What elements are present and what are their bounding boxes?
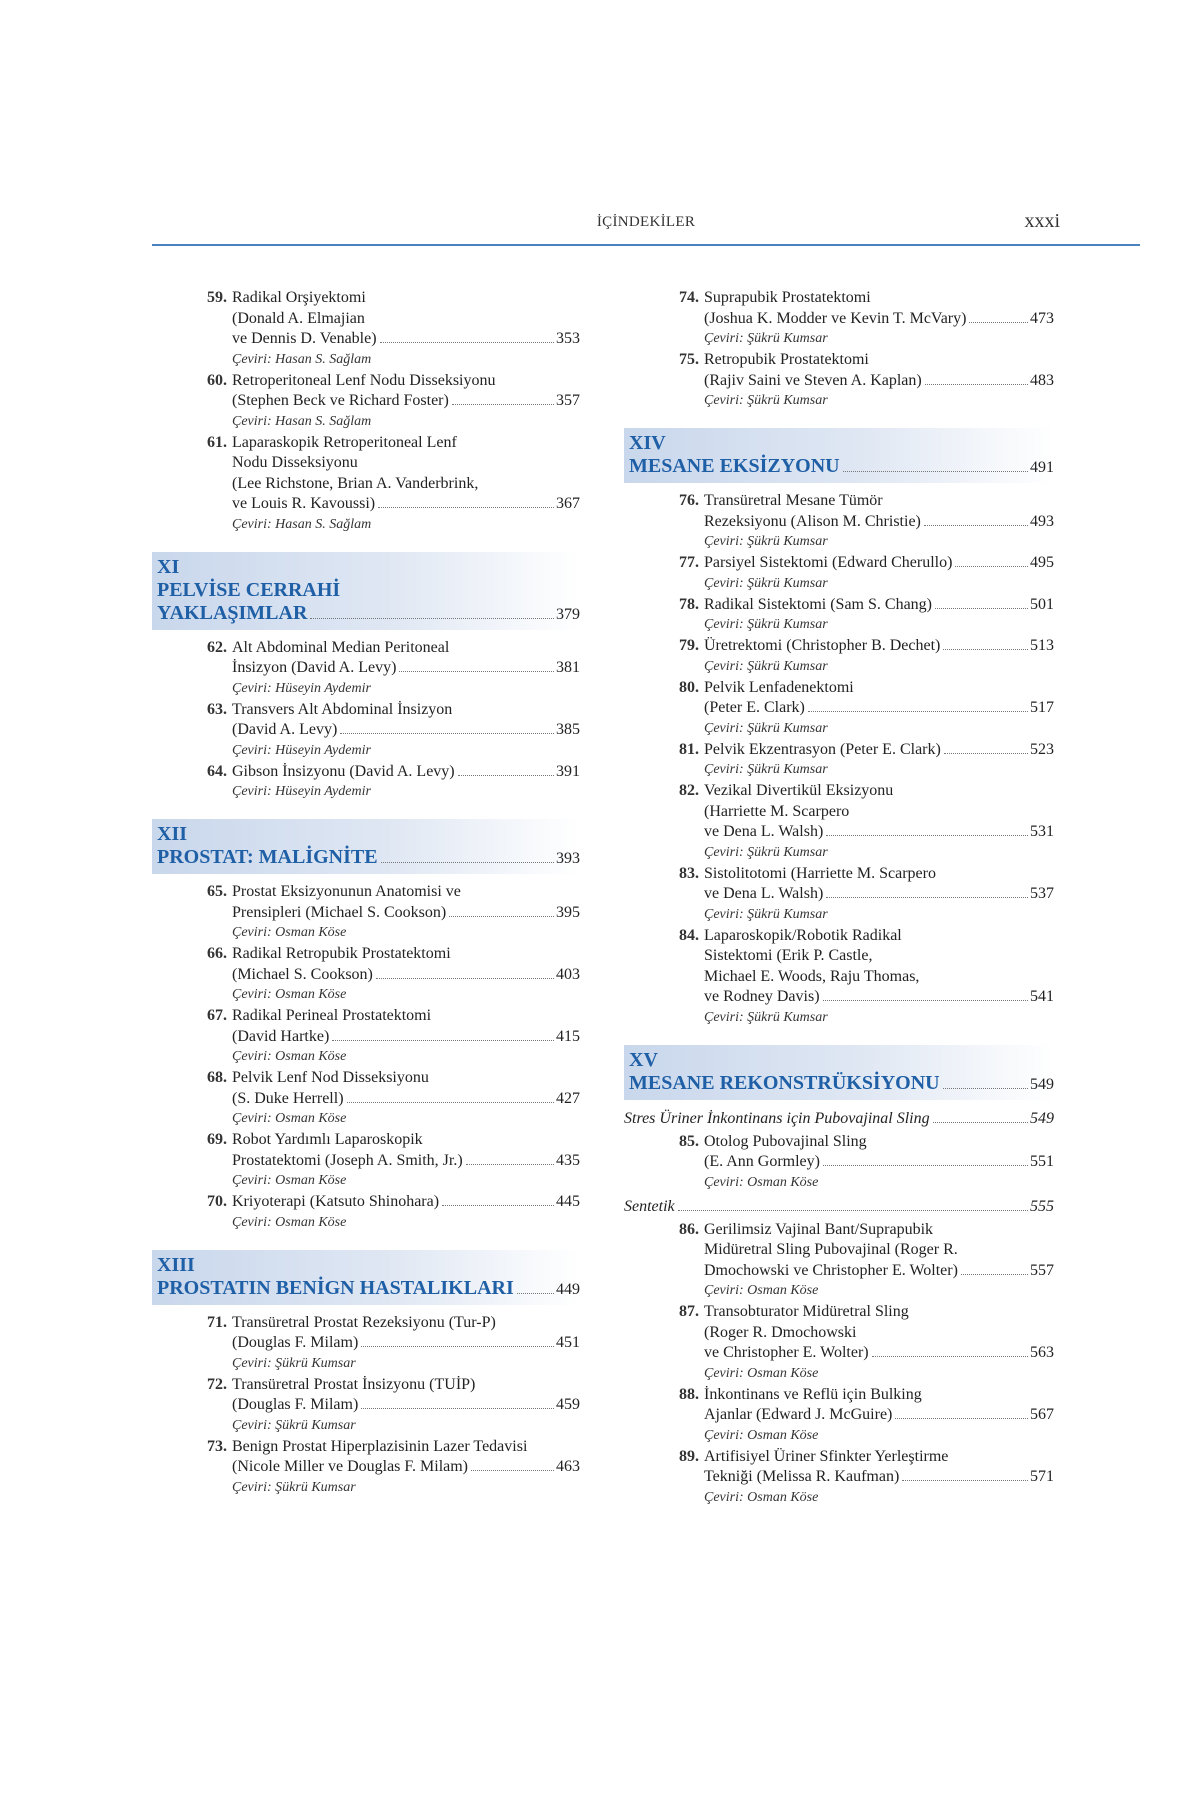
dot-leader bbox=[452, 404, 554, 405]
section-heading bbox=[152, 1250, 580, 1305]
page-ref: 473 bbox=[1030, 309, 1054, 327]
dot-leader bbox=[471, 1470, 554, 1471]
entry-title-text: Gibson İnsizyonu (David A. Levy) bbox=[232, 762, 455, 780]
toc-entry bbox=[152, 371, 580, 431]
chapter-number: 80. bbox=[679, 678, 699, 696]
entry-title-text: Kriyoterapi (Katsuto Shinohara) bbox=[232, 1193, 440, 1210]
entry-title-line: Radikal Retropubik Prostatektomi bbox=[232, 945, 451, 962]
translator-credit: Çeviri: Şükrü Kumsar bbox=[232, 1479, 356, 1495]
chapter-number: 89. bbox=[679, 1447, 699, 1465]
entry-title-last-line bbox=[704, 822, 1054, 843]
translator-credit: Çeviri: Osman Köse bbox=[704, 1174, 819, 1190]
chapter-number: 63. bbox=[207, 700, 227, 718]
entry-title-line: Suprapubik Prostatektomi bbox=[704, 289, 871, 306]
running-title: İÇİNDEKİLER bbox=[596, 214, 696, 230]
page-ref: 393 bbox=[556, 850, 580, 867]
section-heading bbox=[624, 428, 1054, 483]
section-roman-numeral: XI bbox=[157, 555, 180, 578]
entry-title-line: Nodu Disseksiyonu bbox=[232, 454, 358, 471]
toc-entry bbox=[624, 1447, 1054, 1507]
entry-title-text: ve Rodney Davis) bbox=[704, 988, 820, 1005]
translator-credit: Çeviri: Şükrü Kumsar bbox=[704, 658, 828, 674]
entry-title-text: (Douglas F. Milam) bbox=[232, 1334, 359, 1351]
page-ref: 495 bbox=[1030, 554, 1054, 571]
page-ref: 435 bbox=[556, 1151, 580, 1169]
entry-title-line: Artifisiyel Üriner Sfinkter Yerleştirme bbox=[704, 1447, 949, 1465]
dot-leader bbox=[823, 1165, 1028, 1166]
entry-title-last-line bbox=[704, 553, 1054, 574]
dot-leader bbox=[823, 1000, 1028, 1001]
entry-title-line: (Roger R. Dmochowski bbox=[704, 1323, 857, 1341]
translator-credit: Çeviri: Şükrü Kumsar bbox=[704, 844, 828, 860]
page-ref: 557 bbox=[1030, 1261, 1054, 1279]
toc-entry bbox=[624, 781, 1054, 862]
entry-title-text: Rezeksiyonu (Alison M. Christie) bbox=[704, 512, 921, 530]
dot-leader bbox=[678, 1210, 1028, 1211]
chapter-number: 77. bbox=[679, 554, 699, 571]
chapter-number: 73. bbox=[207, 1437, 227, 1455]
section-title-last-line bbox=[157, 602, 580, 626]
dot-leader bbox=[933, 1122, 1028, 1123]
entry-title-line: Midüretral Sling Pubovajinal (Roger R. bbox=[704, 1241, 958, 1258]
translator-credit: Çeviri: Osman Köse bbox=[232, 987, 347, 1002]
translator-credit: Çeviri: Şükrü Kumsar bbox=[232, 1417, 356, 1433]
page-ref: 513 bbox=[1030, 637, 1054, 654]
section-roman-numeral: XIV bbox=[629, 432, 666, 454]
entry-title-last-line bbox=[704, 1152, 1054, 1173]
entry-title-text: ve Louis R. Kavoussi) bbox=[232, 495, 376, 512]
entry-title-last-line bbox=[232, 391, 580, 412]
toc-entry bbox=[152, 700, 580, 760]
entry-title-line: Vezikal Divertikül Eksizyonu bbox=[704, 782, 894, 799]
toc-entry bbox=[152, 762, 580, 802]
page-ref: 531 bbox=[1030, 823, 1054, 840]
dot-leader bbox=[924, 525, 1028, 526]
entry-title-text: (David A. Levy) bbox=[232, 721, 338, 738]
toc-entry bbox=[624, 1220, 1054, 1301]
entry-title-last-line bbox=[232, 762, 580, 783]
entry-title-text: ve Dennis D. Venable) bbox=[232, 330, 377, 347]
dot-leader bbox=[872, 1356, 1028, 1357]
dot-leader bbox=[826, 897, 1028, 898]
dot-leader bbox=[943, 1088, 1028, 1089]
page-ref: 353 bbox=[556, 330, 580, 347]
entry-title-text: (S. Duke Herrell) bbox=[232, 1089, 344, 1107]
entry-title-last-line bbox=[232, 329, 580, 350]
dot-leader bbox=[381, 862, 554, 863]
page-ref: 379 bbox=[556, 605, 580, 623]
translator-credit: Çeviri: Şükrü Kumsar bbox=[704, 1009, 828, 1025]
page-ref: 381 bbox=[556, 659, 580, 676]
dot-leader bbox=[925, 384, 1028, 385]
section-title-last-line bbox=[629, 455, 1054, 479]
page-ref: 427 bbox=[556, 1089, 580, 1107]
entry-title-text: (Peter E. Clark) bbox=[704, 699, 805, 716]
entry-title-text: (Stephen Beck ve Richard Foster) bbox=[232, 392, 449, 409]
entry-title-text: (Joshua K. Modder ve Kevin T. McVary) bbox=[704, 309, 967, 327]
entry-title-line: Transvers Alt Abdominal İnsizyon bbox=[232, 700, 453, 718]
entry-title-line: İnkontinans ve Reflü için Bulking bbox=[704, 1385, 922, 1403]
section-roman-numeral: XII bbox=[157, 823, 188, 845]
entry-title-line: Laparoskopik/Robotik Radikal bbox=[704, 926, 902, 944]
entry-title-text: Radikal Sistektomi (Sam S. Chang) bbox=[704, 595, 932, 613]
toc-entry bbox=[624, 491, 1054, 551]
entry-title-last-line bbox=[232, 903, 580, 924]
entry-title-line: Retroperitoneal Lenf Nodu Disseksiyonu bbox=[232, 371, 496, 389]
entry-title-line: Michael E. Woods, Raju Thomas, bbox=[704, 967, 920, 985]
entry-title-text: Tekniği (Melissa R. Kaufman) bbox=[704, 1468, 900, 1485]
chapter-number: 78. bbox=[679, 595, 699, 613]
translator-credit: Çeviri: Osman Köse bbox=[704, 1283, 819, 1298]
entry-title-line: Transüretral Prostat Rezeksiyonu (Tur-P) bbox=[232, 1313, 496, 1331]
dot-leader bbox=[361, 1346, 554, 1347]
page-ref: 537 bbox=[1030, 885, 1054, 902]
entry-title-last-line bbox=[232, 1333, 580, 1354]
page-ref: 571 bbox=[1030, 1468, 1054, 1485]
dot-leader bbox=[378, 507, 554, 508]
toc-entry bbox=[624, 553, 1054, 593]
page-ref: 415 bbox=[556, 1027, 580, 1045]
page-ref: 501 bbox=[1030, 595, 1054, 613]
toc-entry bbox=[152, 1068, 580, 1128]
chapter-number: 87. bbox=[679, 1303, 699, 1320]
translator-credit: Çeviri: Osman Köse bbox=[704, 1489, 819, 1505]
section-title-line: PELVİSE CERRAHİ bbox=[157, 578, 341, 601]
translator-credit: Çeviri: Şükrü Kumsar bbox=[704, 534, 828, 549]
translator-credit: Çeviri: Hüseyin Aydemir bbox=[232, 742, 371, 758]
page-ref: 551 bbox=[1030, 1153, 1054, 1170]
page-ref: 541 bbox=[1030, 988, 1054, 1005]
section-heading bbox=[624, 1045, 1054, 1100]
chapter-number: 74. bbox=[679, 289, 699, 306]
dot-leader bbox=[902, 1480, 1028, 1481]
dot-leader bbox=[340, 733, 554, 734]
page-ref: 483 bbox=[1030, 371, 1054, 389]
translator-credit: Çeviri: Hüseyin Aydemir bbox=[232, 784, 371, 799]
section-title-last-line bbox=[629, 1072, 1054, 1096]
toc-left-column bbox=[152, 288, 580, 1499]
entry-title-last-line bbox=[704, 1261, 1054, 1282]
entry-title-text: Pelvik Ekzentrasyon (Peter E. Clark) bbox=[704, 740, 941, 758]
page-ref: 493 bbox=[1030, 512, 1054, 530]
translator-credit: Çeviri: Osman Köse bbox=[232, 1214, 347, 1230]
subsection-heading bbox=[624, 1108, 1054, 1130]
entry-title-text: (Douglas F. Milam) bbox=[232, 1396, 359, 1413]
chapter-number: 64. bbox=[207, 762, 227, 780]
page-ref: 445 bbox=[556, 1193, 580, 1210]
entry-title-text: (E. Ann Gormley) bbox=[704, 1153, 820, 1170]
chapter-number: 86. bbox=[679, 1220, 699, 1238]
entry-title-line: Gerilimsiz Vajinal Bant/Suprapubik bbox=[704, 1220, 934, 1238]
entry-title-line: (Harriette M. Scarpero bbox=[704, 802, 850, 820]
dot-leader bbox=[347, 1102, 554, 1103]
entry-title-text: (Michael S. Cookson) bbox=[232, 965, 373, 983]
dot-leader bbox=[961, 1274, 1028, 1275]
dot-leader bbox=[310, 618, 554, 619]
translator-credit: Çeviri: Osman Köse bbox=[232, 925, 347, 940]
chapter-number: 79. bbox=[679, 637, 699, 654]
entry-title-text: (Nicole Miller ve Douglas F. Milam) bbox=[232, 1458, 469, 1475]
page-header bbox=[152, 202, 1140, 246]
page-ref: 555 bbox=[1030, 1197, 1054, 1215]
dot-leader bbox=[442, 1205, 554, 1206]
entry-title-line: Pelvik Lenfadenektomi bbox=[704, 678, 854, 696]
section-heading bbox=[152, 552, 580, 630]
entry-title-last-line bbox=[232, 1457, 580, 1478]
dot-leader bbox=[955, 566, 1028, 567]
translator-credit: Çeviri: Hasan S. Sağlam bbox=[232, 516, 372, 532]
entry-title-text: Parsiyel Sistektomi (Edward Cherullo) bbox=[704, 554, 953, 571]
entry-title-last-line bbox=[704, 636, 1054, 657]
chapter-number: 68. bbox=[207, 1069, 227, 1086]
toc-entry bbox=[624, 288, 1054, 348]
entry-title-line: Laparaskopik Retroperitoneal Lenf bbox=[232, 433, 457, 451]
page-ref: 549 bbox=[1030, 1075, 1054, 1093]
toc-entry bbox=[624, 926, 1054, 1027]
entry-title-line: Benign Prostat Hiperplazisinin Lazer Tedavisi bbox=[232, 1437, 528, 1455]
entry-title-text: (David Hartke) bbox=[232, 1027, 330, 1045]
page-ref: 463 bbox=[556, 1458, 580, 1475]
page-ref: 523 bbox=[1030, 740, 1054, 758]
entry-title-text: Sentetik bbox=[624, 1197, 675, 1215]
entry-title-text: ve Dena L. Walsh) bbox=[704, 885, 824, 902]
entry-title-last-line bbox=[704, 1467, 1054, 1488]
section-roman-numeral: XIII bbox=[157, 1253, 195, 1276]
toc-entry bbox=[152, 433, 580, 534]
translator-credit: Çeviri: Şükrü Kumsar bbox=[704, 575, 828, 591]
page-ref: 517 bbox=[1030, 699, 1054, 716]
page-ref: 549 bbox=[1030, 1109, 1054, 1127]
translator-credit: Çeviri: Şükrü Kumsar bbox=[704, 906, 828, 922]
chapter-number: 66. bbox=[207, 945, 227, 962]
entry-title-last-line bbox=[232, 494, 580, 515]
entry-title-last-line bbox=[232, 658, 580, 679]
chapter-number: 85. bbox=[679, 1132, 699, 1150]
entry-title-last-line bbox=[704, 1405, 1054, 1426]
dot-leader bbox=[376, 978, 554, 979]
entry-title-last-line bbox=[704, 884, 1054, 905]
entry-title-line: (Donald A. Elmajian bbox=[232, 309, 365, 327]
translator-credit: Çeviri: Şükrü Kumsar bbox=[704, 617, 828, 632]
page-ref: 395 bbox=[556, 903, 580, 921]
translator-credit: Çeviri: Şükrü Kumsar bbox=[232, 1355, 356, 1371]
dot-leader bbox=[826, 835, 1028, 836]
section-heading bbox=[152, 819, 580, 874]
entry-title-text: PROSTAT: MALİGNİTE bbox=[157, 846, 378, 868]
dot-leader bbox=[466, 1164, 554, 1165]
chapter-number: 69. bbox=[207, 1131, 227, 1148]
page-ref: 367 bbox=[556, 495, 580, 512]
entry-title-last-line bbox=[704, 987, 1054, 1008]
dot-leader bbox=[944, 753, 1028, 754]
page-ref: 491 bbox=[1030, 459, 1054, 476]
chapter-number: 71. bbox=[207, 1313, 227, 1331]
entry-title-line: Sistolitotomi (Harriette M. Scarpero bbox=[704, 864, 936, 882]
entry-title-line: Alt Abdominal Median Peritoneal bbox=[232, 638, 450, 656]
chapter-number: 60. bbox=[207, 371, 227, 389]
entry-title-line: Otolog Pubovajinal Sling bbox=[704, 1132, 867, 1150]
dot-leader bbox=[517, 1293, 554, 1294]
toc-entry bbox=[152, 1313, 580, 1373]
entry-title-last-line bbox=[232, 1395, 580, 1416]
entry-title-line: Radikal Orşiyektomi bbox=[232, 289, 366, 306]
toc-entry bbox=[152, 1375, 580, 1435]
toc-entry bbox=[152, 882, 580, 942]
section-roman-numeral: XV bbox=[629, 1048, 658, 1071]
chapter-number: 62. bbox=[207, 638, 227, 656]
page-ref: 459 bbox=[556, 1396, 580, 1413]
translator-credit: Çeviri: Şükrü Kumsar bbox=[704, 331, 828, 346]
chapter-number: 88. bbox=[679, 1385, 699, 1403]
toc-entry bbox=[624, 1302, 1054, 1383]
entry-title-text: PROSTATIN BENİGN HASTALIKLARI bbox=[157, 1276, 514, 1299]
toc-entry bbox=[152, 944, 580, 1004]
toc-entry bbox=[624, 350, 1054, 410]
entry-title-last-line bbox=[232, 1089, 580, 1110]
entry-title-last-line bbox=[232, 720, 580, 741]
entry-title-line: Transüretral Prostat İnsizyonu (TUİP) bbox=[232, 1375, 476, 1393]
dot-leader bbox=[361, 1408, 554, 1409]
entry-title-last-line bbox=[232, 1027, 580, 1048]
toc-entry bbox=[152, 1130, 580, 1190]
page-ref: 403 bbox=[556, 965, 580, 983]
entry-title-text: Prensipleri (Michael S. Cookson) bbox=[232, 903, 447, 921]
dot-leader bbox=[843, 471, 1028, 472]
section-title-last-line bbox=[157, 846, 580, 870]
page-ref: 567 bbox=[1030, 1406, 1054, 1423]
page-ref: 385 bbox=[556, 721, 580, 738]
toc-entry bbox=[624, 1385, 1054, 1445]
toc-entry bbox=[152, 1006, 580, 1066]
toc-entry bbox=[624, 636, 1054, 676]
entry-title-text: Ajanlar (Edward J. McGuire) bbox=[704, 1406, 893, 1423]
chapter-number: 70. bbox=[207, 1193, 227, 1210]
entry-title-last-line bbox=[232, 1151, 580, 1172]
chapter-number: 61. bbox=[207, 433, 227, 451]
toc-right-column bbox=[624, 288, 1054, 1509]
translator-credit: Çeviri: Şükrü Kumsar bbox=[704, 720, 828, 736]
entry-title-last-line bbox=[704, 309, 1054, 330]
entry-title-last-line bbox=[704, 595, 1054, 616]
translator-credit: Çeviri: Osman Köse bbox=[232, 1111, 347, 1126]
entry-title-text: Prostatektomi (Joseph A. Smith, Jr.) bbox=[232, 1151, 463, 1169]
entry-title-text: (Rajiv Saini ve Steven A. Kaplan) bbox=[704, 371, 922, 389]
entry-title-line: Robot Yardımlı Laparoskopik bbox=[232, 1131, 423, 1148]
translator-credit: Çeviri: Osman Köse bbox=[232, 1049, 347, 1064]
entry-title-last-line bbox=[704, 698, 1054, 719]
entry-title-last-line bbox=[704, 371, 1054, 392]
page-ref: 357 bbox=[556, 392, 580, 409]
toc-entry bbox=[152, 1437, 580, 1497]
chapter-number: 67. bbox=[207, 1007, 227, 1024]
entry-title-line: Prostat Eksizyonunun Anatomisi ve bbox=[232, 883, 461, 900]
chapter-number: 82. bbox=[679, 782, 699, 799]
chapter-number: 76. bbox=[679, 492, 699, 509]
dot-leader bbox=[935, 608, 1028, 609]
dot-leader bbox=[969, 322, 1028, 323]
chapter-number: 59. bbox=[207, 289, 227, 306]
dot-leader bbox=[895, 1418, 1028, 1419]
dot-leader bbox=[943, 649, 1028, 650]
translator-credit: Çeviri: Hüseyin Aydemir bbox=[232, 680, 371, 696]
entry-title-text: Dmochowski ve Christopher E. Wolter) bbox=[704, 1261, 958, 1279]
dot-leader bbox=[380, 342, 554, 343]
entry-title-line: Retropubik Prostatektomi bbox=[704, 351, 869, 368]
toc-entry bbox=[624, 864, 1054, 924]
entry-title-line: Radikal Perineal Prostatektomi bbox=[232, 1007, 432, 1024]
entry-title-text: YAKLAŞIMLAR bbox=[157, 601, 308, 624]
entry-title-text: Stres Üriner İnkontinans için Pubovajinal Sling bbox=[624, 1109, 930, 1127]
dot-leader bbox=[458, 775, 554, 776]
chapter-number: 65. bbox=[207, 883, 227, 900]
toc-entry bbox=[152, 1192, 580, 1232]
translator-credit: Çeviri: Osman Köse bbox=[232, 1173, 347, 1188]
entry-title-last-line bbox=[232, 965, 580, 986]
entry-title-last-line bbox=[704, 740, 1054, 761]
toc-entry bbox=[624, 1132, 1054, 1192]
translator-credit: Çeviri: Hasan S. Sağlam bbox=[232, 351, 372, 367]
translator-credit: Çeviri: Şükrü Kumsar bbox=[704, 393, 828, 408]
entry-title-text: ve Dena L. Walsh) bbox=[704, 823, 824, 840]
chapter-number: 83. bbox=[679, 864, 699, 882]
dot-leader bbox=[449, 916, 554, 917]
entry-title-line: Sistektomi (Erik P. Castle, bbox=[704, 947, 873, 964]
translator-credit: Çeviri: Osman Köse bbox=[704, 1427, 819, 1443]
entry-title-last-line bbox=[232, 1192, 580, 1213]
entry-title-last-line bbox=[704, 1343, 1054, 1364]
toc-entry bbox=[152, 638, 580, 698]
dot-leader bbox=[399, 671, 554, 672]
toc-entry bbox=[624, 740, 1054, 780]
translator-credit: Çeviri: Şükrü Kumsar bbox=[704, 762, 828, 777]
entry-title-line: Pelvik Lenf Nod Disseksiyonu bbox=[232, 1069, 429, 1086]
entry-title-text: Üretrektomi (Christopher B. Dechet) bbox=[704, 637, 941, 654]
dot-leader bbox=[808, 711, 1028, 712]
chapter-number: 72. bbox=[207, 1375, 227, 1393]
chapter-number: 81. bbox=[679, 740, 699, 758]
section-title-last-line bbox=[157, 1277, 580, 1301]
entry-title-text: ve Christopher E. Wolter) bbox=[704, 1344, 869, 1361]
page-ref: 391 bbox=[556, 762, 580, 780]
entry-title-text: MESANE REKONSTRÜKSİYONU bbox=[629, 1071, 940, 1094]
entry-title-line: Transüretral Mesane Tümör bbox=[704, 492, 883, 509]
page-ref: 449 bbox=[556, 1280, 580, 1298]
page-ref: 563 bbox=[1030, 1344, 1054, 1361]
chapter-number: 75. bbox=[679, 351, 699, 368]
translator-credit: Çeviri: Osman Köse bbox=[704, 1365, 819, 1381]
entry-title-line: Transobturator Midüretral Sling bbox=[704, 1303, 909, 1320]
dot-leader bbox=[332, 1040, 554, 1041]
entry-title-line: (Lee Richstone, Brian A. Vanderbrink, bbox=[232, 474, 479, 492]
entry-title-text: MESANE EKSİZYONU bbox=[629, 455, 840, 477]
entry-title-last-line bbox=[704, 512, 1054, 533]
toc-entry bbox=[624, 678, 1054, 738]
chapter-number: 84. bbox=[679, 926, 699, 944]
translator-credit: Çeviri: Hasan S. Sağlam bbox=[232, 413, 372, 429]
subsection-heading bbox=[624, 1196, 1054, 1218]
entry-title-text: İnsizyon (David A. Levy) bbox=[232, 659, 397, 676]
toc-entry bbox=[624, 595, 1054, 635]
page-ref: 451 bbox=[556, 1334, 580, 1351]
toc-entry bbox=[152, 288, 580, 369]
page-number: xxxi bbox=[1024, 210, 1060, 232]
